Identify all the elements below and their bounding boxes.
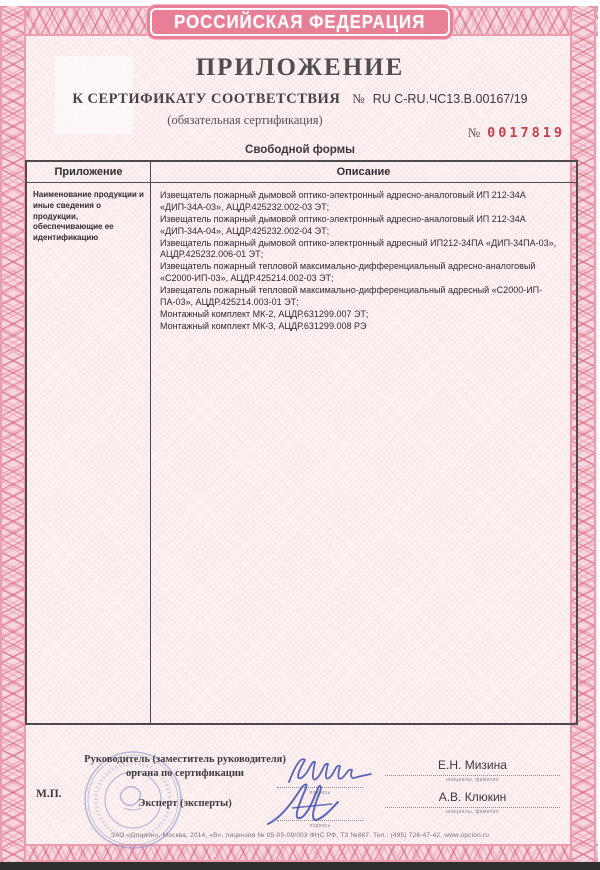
head-name-block [385, 758, 560, 783]
head-signature-caption: подпись [309, 790, 331, 796]
stamp-place-label: М.П. [36, 788, 62, 800]
expert-signature-caption: подпись [309, 823, 331, 829]
expert-name-line [385, 807, 560, 808]
expert-name-caption: инициалы, фамилия [446, 809, 499, 815]
mandatory-certification-note: (обязательная сертификация) [167, 113, 323, 127]
product-line: Извещатель пожарный тепловой максимально-дифференциальный адресный «С2000-ИП-ПА-03», АЦДР.425214.003-01 ЭТ; [160, 285, 543, 307]
table-row [27, 183, 576, 723]
head-name: Е.Н. Мизина [438, 758, 507, 772]
head-label-line2: органа по сертификации [126, 767, 244, 779]
certificate-number-sign: № [352, 91, 365, 106]
table-header-appendix: Приложение [27, 162, 151, 182]
appendix-cell: Наименование продукции и иные сведения о продукции, обеспечивающие ее идентификацию [27, 183, 151, 723]
certificate-subtitle: К СЕРТИФИКАТУ СООТВЕТСТВИЯ [72, 91, 341, 107]
printing-house-info: ЗАО «Опцион», Москва, 2014, «В», лицензия № 05-05-09/003 ФНС РФ, ТЗ №887. Тел.: (495) 726-47-42, www.opcion.ru [110, 832, 490, 839]
border-left-lattice [0, 6, 26, 862]
product-line: Монтажный комплект МК-3, АЦДР.631299.008 РЭ [160, 320, 367, 331]
product-line: Извещатель пожарный дымовой оптико-электронный адресно-аналоговый ИП 212-34А «ДИП-34А-03», АЦДР.425232.002-03 ЭТ; [160, 190, 526, 212]
table-header-description: Описание [336, 166, 391, 178]
description-cell [151, 183, 576, 723]
head-of-body-label [55, 753, 315, 780]
head-name-caption: инициалы, фамилия [446, 777, 499, 783]
head-label-line1: Руководитель (заместитель руководителя) [84, 754, 286, 765]
blank-number-digits: 0017819 [487, 125, 565, 141]
product-line: Извещатель пожарный тепловой максимально-дифференциальный адресно-аналоговый «С2000-ИП-03», АЦДР.425214.002-03 ЭТ; [160, 261, 536, 284]
expert-name-block [385, 790, 560, 815]
expert-name: А.В. Клюкин [438, 790, 507, 804]
signature-section [0, 740, 600, 840]
document-title: ПРИЛОЖЕНИЕ [195, 54, 405, 81]
certificate-line [0, 90, 600, 108]
scan-edge-strip [0, 862, 600, 870]
head-name-line [385, 775, 560, 776]
blank-number [390, 124, 565, 142]
expert-label: Эксперт (эксперты) [138, 798, 232, 809]
expert-signature-ink [262, 778, 357, 828]
appendix-table [25, 160, 578, 725]
certificate-number: RU C-RU.ЧС13.В.00167/19 [372, 92, 528, 106]
table-header-row [27, 162, 576, 183]
product-line: Извещатель пожарный дымовой оптико-электронный адресный ИП212-34ПА «ДИП-34ПА-03», АЦДР.425232.006-01 ЭТ; [160, 237, 557, 260]
federation-banner [147, 5, 453, 39]
form-type-label: Свободной формы [245, 144, 355, 156]
blank-number-sign: № [467, 125, 481, 140]
federation-banner-label: РОССИЙСКАЯ ФЕДЕРАЦИЯ [174, 11, 426, 32]
product-line: Извещатель пожарный дымовой оптико-электронный адресно-аналоговый ИП 212-34А «ДИП-34А-04», АЦДР.425232.002-04 ЭТ; [160, 213, 526, 236]
product-line: Монтажный комплект МК-2, АЦДР.631299.007 ЭТ; [160, 308, 369, 319]
